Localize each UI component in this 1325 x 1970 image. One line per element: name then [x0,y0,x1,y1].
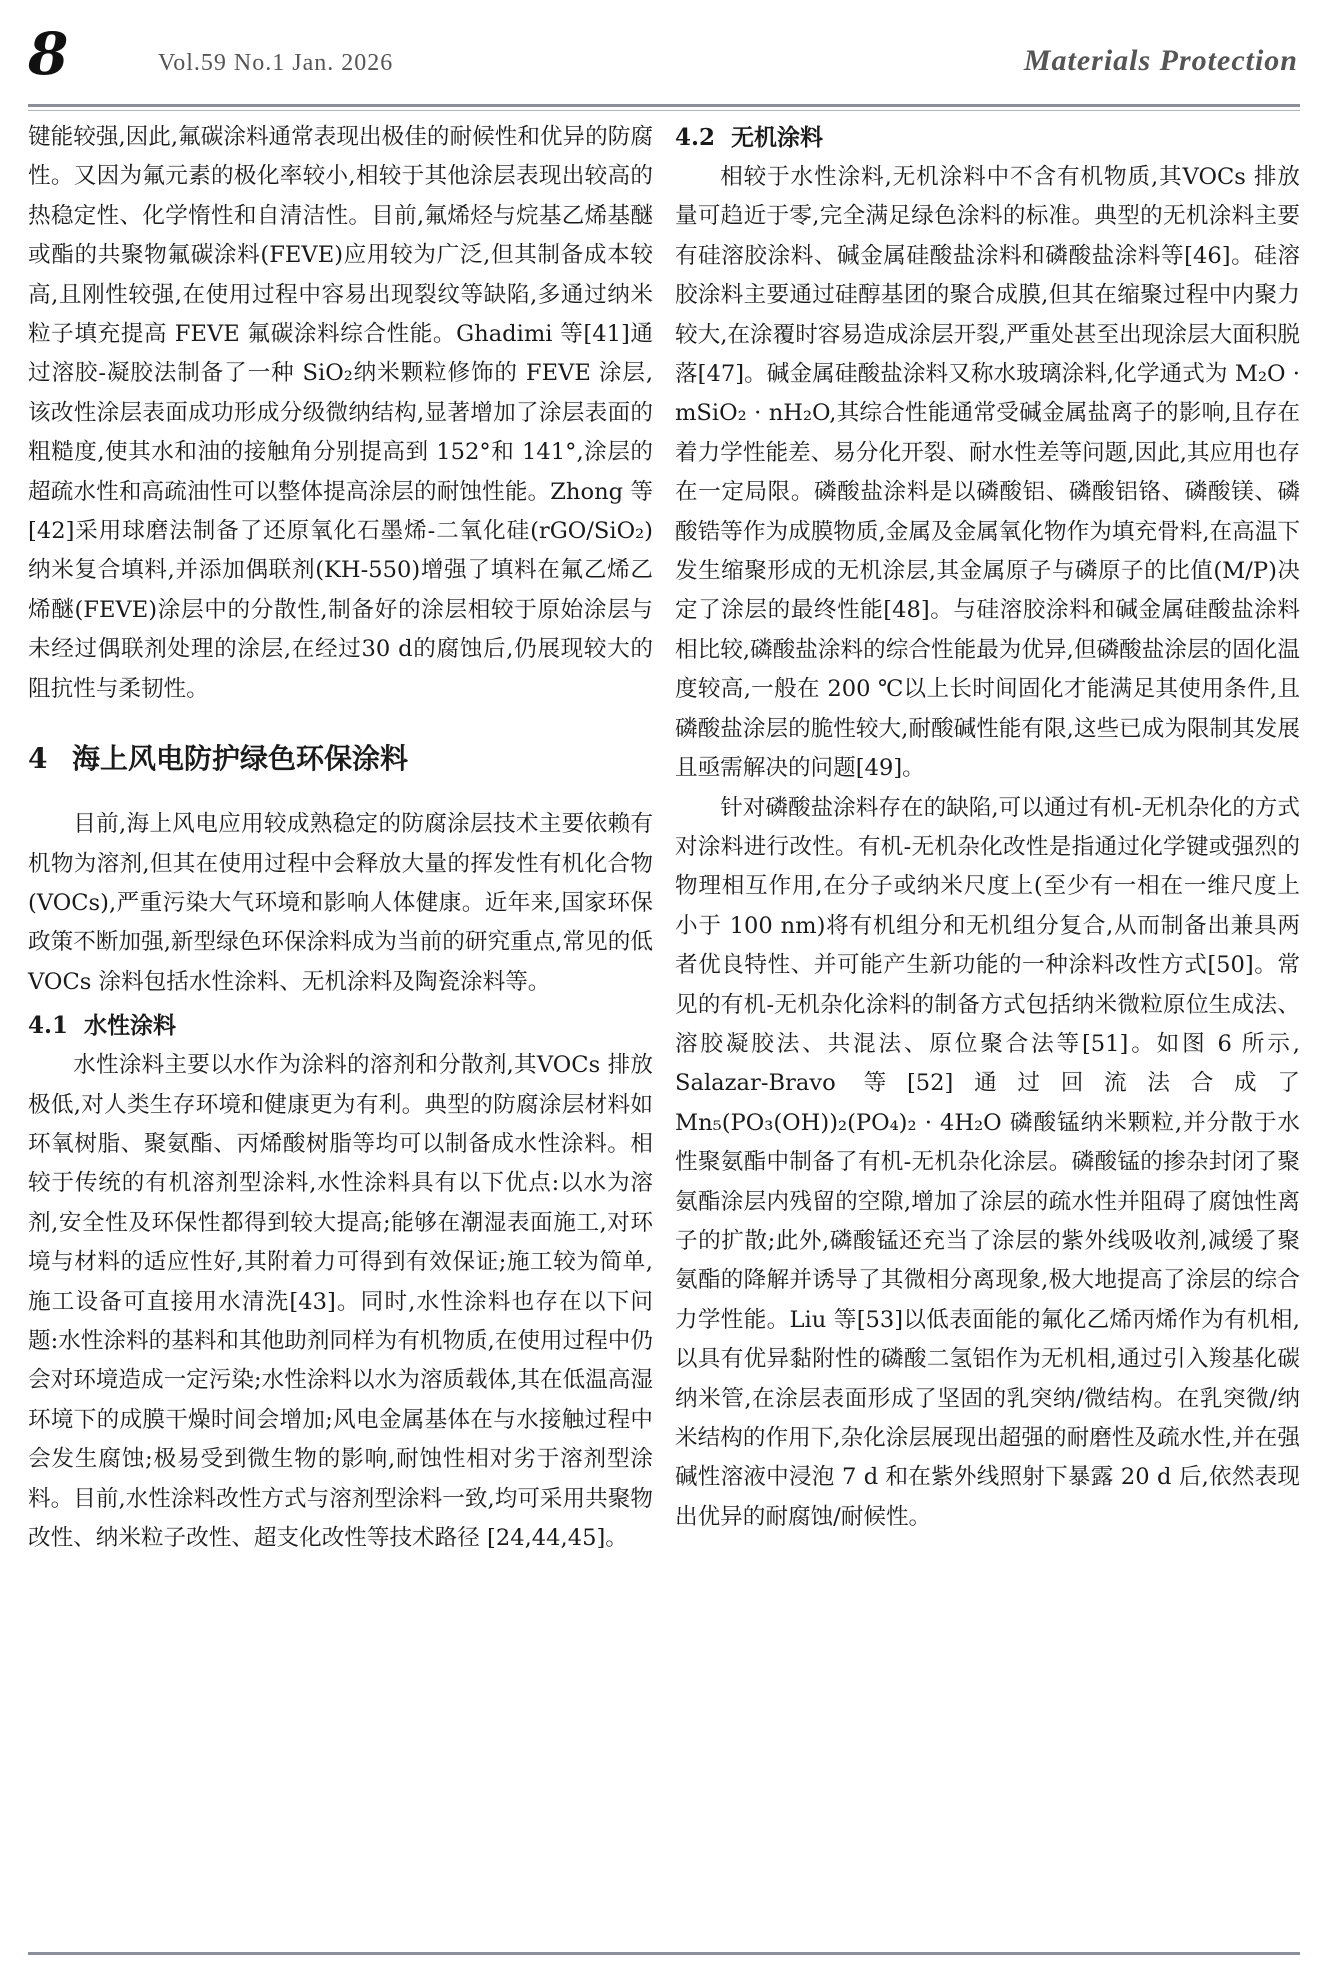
page-header [28,22,1298,102]
subsection-heading [675,118,1300,158]
right-column [675,118,1300,1537]
left-column [28,118,653,1558]
subsection-number: 4.1 [28,1012,69,1040]
page-number: 8 [28,20,69,88]
body-paragraph: 针对磷酸盐涂料存在的缺陷,可以通过有机-无机杂化的方式对涂料进行改性。有机-无机杂化改性是指通过化学键或强烈的物理相互作用,在分子或纳米尺度上(至少有一相在一维尺度上小于 100 nm)将有机组分和无机组分复合,从而制备出兼具两者优良特性、并可能产生新功能的一种涂料改性方式[50]。常见的有机-无机杂化涂料的制备方式包括纳米微粒原位生成法、溶胶凝胶法、共混法、原位聚合法等[51]。如图 6 所示, Salazar-Bravo 等[52]通过回流法合成了 Mn₅(PO₃(OH))₂(PO₄)₂ · 4H₂O 磷酸锰纳米颗粒,并分散于水性聚氨酯中制备了有机-无机杂化涂层。磷酸锰的掺杂封闭了聚氨酯涂层内残留的空隙,增加了涂层的疏水性并阻碍了腐蚀性离子的扩散;此外,磷酸锰还充当了涂层的紫外线吸收剂,减缓了聚氨酯的降解并诱导了其微相分离现象,极大地提高了涂层的综合力学性能。Liu 等[53]以低表面能的氟化乙烯丙烯作为有机相,以具有优异黏附性的磷酸二氢铝作为无机相,通过引入羧基化碳纳米管,在涂层表面形成了坚固的乳突纳/微结构。在乳突微/纳米结构的作用下,杂化涂层展现出超强的耐磨性及疏水性,并在强碱性溶液中浸泡 7 d 和在紫外线照射下暴露 20 d 后,依然表现出优异的耐腐蚀/耐候性。 [675,794,1300,1530]
header-rule-thin [28,110,1300,111]
section-number: 4 [28,742,48,776]
journal-name: Materials Protection [1023,44,1298,77]
header-rule [28,104,1300,107]
subsection-title: 水性涂料 [84,1012,176,1040]
body-paragraph: 键能较强,因此,氟碳涂料通常表现出极佳的耐候性和优异的防腐性。又因为氟元素的极化率较小,相较于其他涂层表现出较高的热稳定性、化学惰性和自清洁性。目前,氟烯烃与烷基乙烯基醚或酯的共聚物氟碳涂料(FEVE)应用较为广泛,但其制备成本较高,且刚性较强,在使用过程中容易出现裂纹等缺陷,多通过纳米粒子填充提高 FEVE 氟碳涂料综合性能。Ghadimi 等[41]通过溶胶-凝胶法制备了一种 SiO₂纳米颗粒修饰的 FEVE 涂层,该改性涂层表面成功形成分级微纳结构,显著增加了涂层表面的粗糙度,使其水和油的接触角分别提高到 152°和 141°,涂层的超疏水性和高疏油性可以整体提高涂层的耐蚀性能。Zhong 等[42]采用球磨法制备了还原氧化石墨烯-二氧化硅(rGO/SiO₂)纳米复合填料,并添加偶联剂(KH-550)增强了填料在氟乙烯乙烯醚(FEVE)涂层中的分散性,制备好的涂层相较于原始涂层与未经过偶联剂处理的涂层,在经过30 d的腐蚀后,仍展现较大的阻抗性与柔韧性。 [28,124,653,702]
footer-rule [28,1952,1300,1955]
section-title: 海上风电防护绿色环保涂料 [72,742,409,776]
body-paragraph: 水性涂料主要以水作为涂料的溶剂和分散剂,其VOCs 排放极低,对人类生存环境和健康更为有利。典型的防腐涂层材料如环氧树脂、聚氨酯、丙烯酸树脂等均可以制备成水性涂料。相较于传统的有机溶剂型涂料,水性涂料具有以下优点:以水为溶剂,安全性及环保性都得到较大提高;能够在潮湿表面施工,对环境与材料的适应性好,其附着力可得到有效保证;施工较为简单,施工设备可直接用水清洗[43]。同时,水性涂料也存在以下问题:水性涂料的基料和其他助剂同样为有机物质,在使用过程中仍会对环境造成一定污染;水性涂料以水为溶质载体,其在低温高湿环境下的成膜干燥时间会增加;风电金属基体在与水接触过程中会发生腐蚀;极易受到微生物的影响,耐蚀性相对劣于溶剂型涂料。目前,水性涂料改性方式与溶剂型涂料一致,均可采用共聚物改性、纳米粒子改性、超支化改性等技术路径 [24,44,45]。 [28,1052,653,1551]
section-heading [28,739,653,779]
subsection-heading [28,1006,653,1046]
body-paragraph: 相较于水性涂料,无机涂料中不含有机物质,其VOCs 排放量可趋近于零,完全满足绿色涂料的标准。典型的无机涂料主要有硅溶胶涂料、碱金属硅酸盐涂料和磷酸盐涂料等[46]。硅溶胶涂料主要通过硅醇基团的聚合成膜,但其在缩聚过程中内聚力较大,在涂覆时容易造成涂层开裂,严重处甚至出现涂层大面积脱落[47]。碱金属硅酸盐涂料又称水玻璃涂料,化学通式为 M₂O · mSiO₂ · nH₂O,其综合性能通常受碱金属盐离子的影响,且存在着力学性能差、易分化开裂、耐水性差等问题,因此,其应用也存在一定局限。磷酸盐涂料是以磷酸铝、磷酸铝铬、磷酸镁、磷酸锆等作为成膜物质,金属及金属氧化物作为填充骨料,在高温下发生缩聚形成的无机涂层,其金属原子与磷原子的比值(M/P)决定了涂层的最终性能[48]。与硅溶胶涂料和碱金属硅酸盐涂料相比较,磷酸盐涂料的综合性能最为优异,但磷酸盐涂层的固化温度较高,一般在 200 ℃以上长时间固化才能满足其使用条件,且磷酸盐涂层的脆性较大,耐酸碱性能有限,这些已成为限制其发展且亟需解决的问题[49]。 [675,164,1300,782]
subsection-title: 无机涂料 [731,124,823,151]
issue-info: Vol.59 No.1 Jan. 2026 [158,50,394,76]
body-paragraph: 目前,海上风电应用较成熟稳定的防腐涂层技术主要依赖有机物为溶剂,但其在使用过程中会释放大量的挥发性有机化合物(VOCs),严重污染大气环境和影响人体健康。近年来,国家环保政策不断加强,新型绿色环保涂料成为当前的研究重点,常见的低 VOCs 涂料包括水性涂料、无机涂料及陶瓷涂料等。 [28,811,653,995]
subsection-number: 4.2 [675,124,716,151]
